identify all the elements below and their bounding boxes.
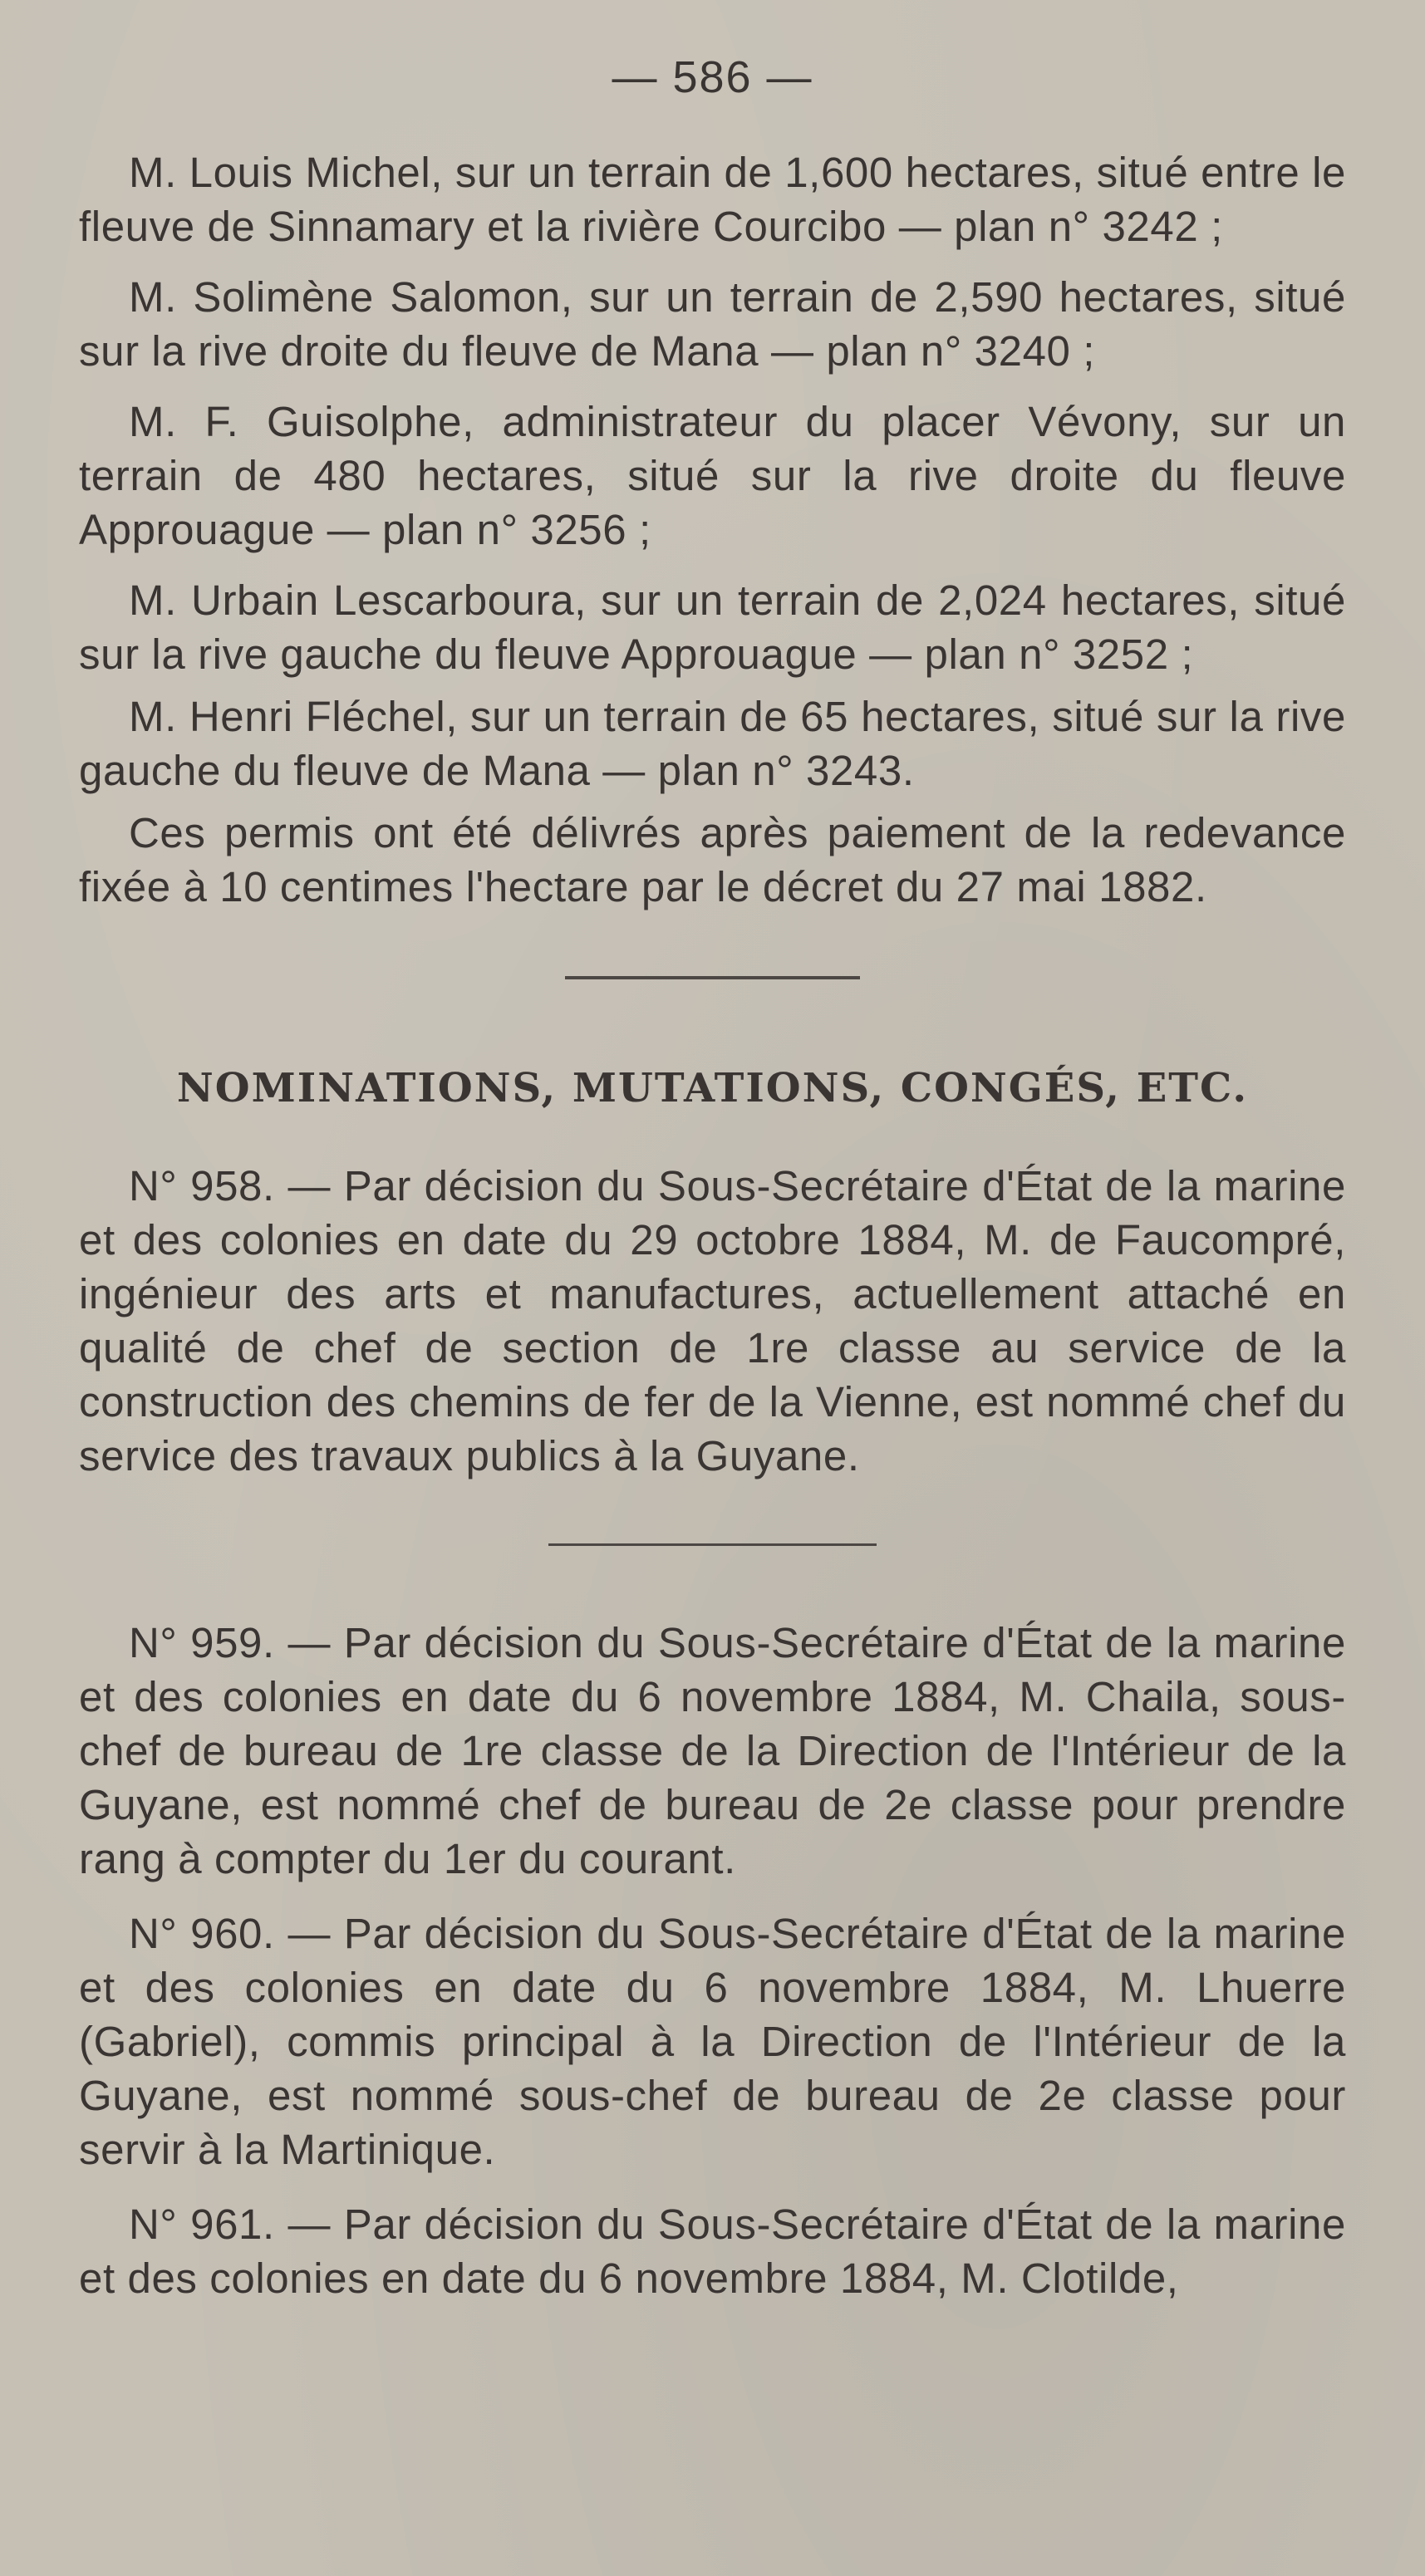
decision-958: N° 958. — Par décision du Sous-Secrétaire d'État de la marine et des colonies en date du 29 octobre 1884, M. de Faucompré, ingénieur des arts et manufactures, actuellement attaché en qualité de chef de section de 1re classe au service de la construction des chemins de fer de la Vienne, est nommé chef du service des travaux publics à la Guyane. (79, 1162, 1346, 1479)
permit-paragraph-guisolphe: M. F. Guisolphe, administrateur du placer Vévony, sur un terrain de 480 hectares, situé sur la rive droite du fleuve Approuague — plan n° 3256 ; (79, 398, 1346, 553)
permit-paragraph-michel: M. Louis Michel, sur un terrain de 1,600 hectares, situé entre le fleuve de Sinnamary et la rivière Courcibo — plan n° 3242 ; (79, 149, 1346, 250)
decision-959: N° 959. — Par décision du Sous-Secrétaire d'État de la marine et des colonies en date du 6 novembre 1884, M. Chaila, sous-chef de bureau de 1re classe de la Direction de l'Intérieur de la Guyane, est nommé chef de bureau de 2e classe pour prendre rang à compter du 1er du courant. (79, 1619, 1346, 1882)
permit-paragraph-lescarboura: M. Urbain Lescarboura, sur un terrain de 2,024 hectares, situé sur la rive gauche du fleuve Approuague — plan n° 3252 ; (79, 577, 1346, 678)
decision-divider (548, 1543, 877, 1546)
section-heading: NOMINATIONS, MUTATIONS, CONGÉS, ETC. (176, 1065, 1249, 1111)
decision-960: N° 960. — Par décision du Sous-Secrétaire d'État de la marine et des colonies en date du 6 novembre 1884, M. Lhuerre (Gabriel), commis principal à la Direction de l'Intérieur de la Guyane, est nommé sous-chef de bureau de 2e classe pour servir à la Martinique. (79, 1910, 1346, 2173)
permits-fee-note: Ces permis ont été délivrés après paiement de la redevance fixée à 10 centimes l'hectare par le décret du 27 mai 1882. (79, 809, 1346, 910)
permit-paragraph-flechel: M. Henri Fléchel, sur un terrain de 65 hectares, situé sur la rive gauche du fleuve de Mana — plan n° 3243. (79, 693, 1346, 794)
permit-paragraph-salomon: M. Solimène Salomon, sur un terrain de 2,590 hectares, situé sur la rive droite du fleuve de Mana — plan n° 3240 ; (79, 273, 1346, 375)
decision-961: N° 961. — Par décision du Sous-Secrétaire d'État de la marine et des colonies en date du 6 novembre 1884, M. Clotilde, (79, 2201, 1346, 2302)
page-number: — 586 — (612, 52, 813, 102)
section-divider (565, 976, 860, 979)
